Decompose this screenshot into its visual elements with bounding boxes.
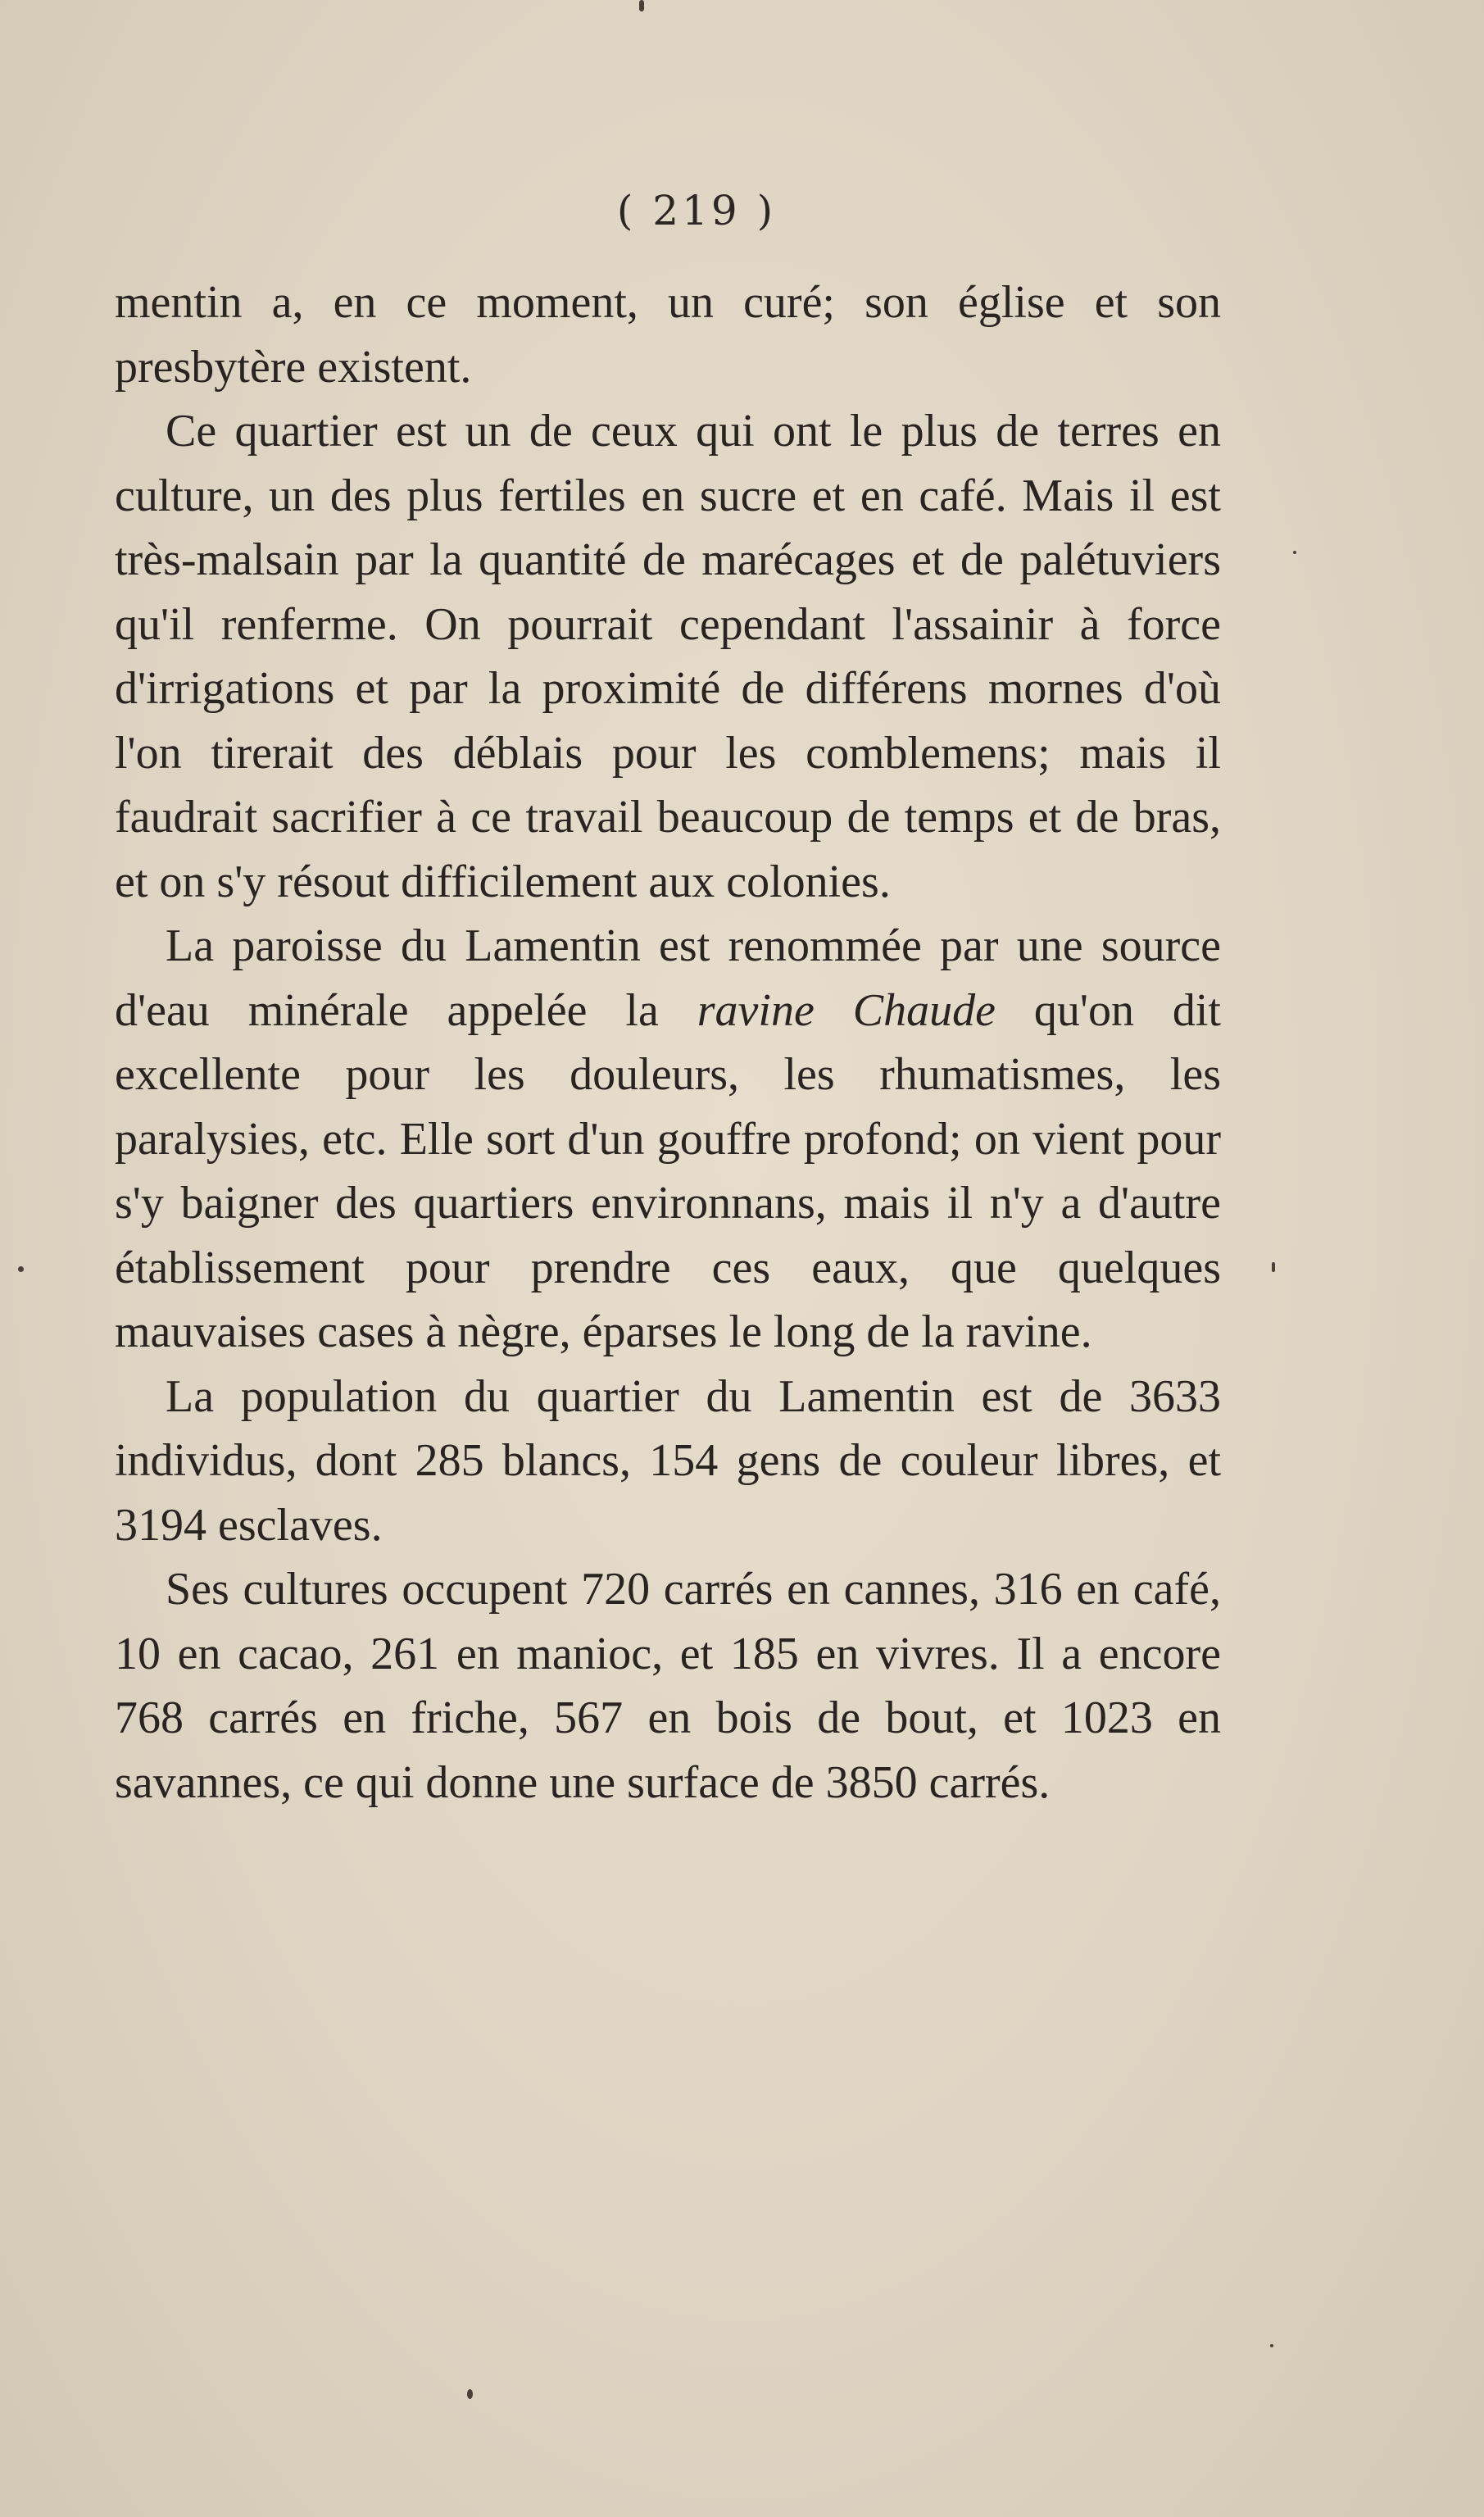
body-text bbox=[115, 270, 1221, 1815]
paper-speck bbox=[639, 0, 644, 11]
paragraph-4 bbox=[115, 1365, 1221, 1558]
paragraph-4-text: La population du quartier du Lamentin est de 3633 individus, dont 285 blancs, 154 gens de couleur libres, et 3194 esclaves. bbox=[115, 1370, 1221, 1551]
page-number: ( 219 ) bbox=[616, 187, 777, 234]
paragraph-5-text: Ses cultures occupent 720 carrés en cannes, 316 en café, 10 en cacao, 261 en manioc, et 185 en vivres. Il a encore 768 carrés en friche, 567 en bois de bout, et 1023 en savannes, ce qui donne une surface de 3850 carrés. bbox=[115, 1564, 1221, 1808]
paper-speck bbox=[18, 1266, 24, 1272]
paragraph-1 bbox=[115, 270, 1221, 399]
paragraph-5 bbox=[115, 1557, 1221, 1815]
paragraph-3-text-a: La paroisse du Lamentin est renommée par une source d'eau minérale appelée la bbox=[115, 920, 1221, 1036]
paragraph-3-text-b: qu'on dit excellente pour les douleurs, les rhumatismes, les paralysies, etc. Elle sort d'un gouffre profond; on vient pour s'y baigner des quartiers environnans, mais il n'y a d'autre établissement pour prendre ces eaux, que quelques mauvaises cases à nègre, éparses le long de la ravine. bbox=[115, 984, 1221, 1357]
paper-speck bbox=[1293, 551, 1296, 554]
paper-speck bbox=[1270, 2344, 1273, 2347]
paper-speck bbox=[1272, 1262, 1275, 1272]
paragraph-1-text: mentin a, en ce moment, un curé; son église et son presbytère existent. bbox=[115, 277, 1221, 393]
paragraph-2-text: Ce quartier est un de ceux qui ont le plus de terres en culture, un des plus fertiles en sucre et en café. Mais il est très-malsain par la quantité de marécages et de palétuviers qu'il renferme. On pourrait cependant l'assainir à force d'irrigations et par la proximité de différens mornes d'où l'on tirerait des déblais pour les comblemens; mais il faudrait sacrifier à ce travail beaucoup de temps et de bras, et on s'y résout difficilement aux colonies. bbox=[115, 406, 1221, 907]
paragraph-3 bbox=[115, 914, 1221, 1365]
paragraph-3-italic-place-name: ravine Chaude bbox=[697, 984, 996, 1036]
paper-speck bbox=[467, 2389, 473, 2399]
paragraph-2 bbox=[115, 399, 1221, 914]
